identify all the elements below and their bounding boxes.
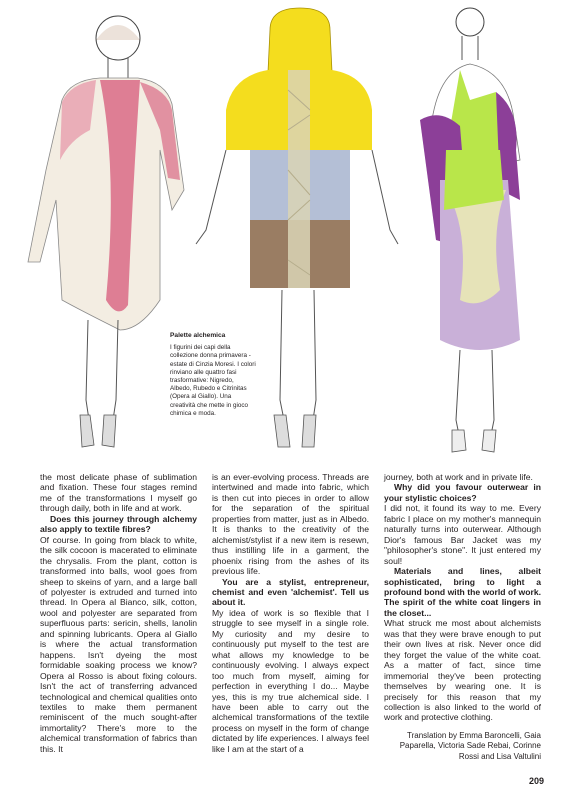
article-column-3 xyxy=(384,472,541,762)
paragraph: My idea of work is so flexible that I struggle to see myself in a single role. My curiosity and my desire to continuously put myself to the test are what allows my knowledge to be continuously evolving. I always expect too much from myself, aiming for perfection in everything I do... Maybe yes, this is my true alchemical side. I have been able to carry out the alchemical transformations of the textile process on myself in the form of change dictated by life experiences. I always feel like I am at the start of a xyxy=(212,607,369,754)
figure-lime-dress xyxy=(420,8,520,452)
page-number: 209 xyxy=(528,776,544,786)
paragraph: the most delicate phase of sublimation and fixation. These four stages remind me of the transformations I myself go through daily, both in life and at work. xyxy=(40,472,197,514)
paragraph: What struck me most about alchemists was that they were brave enough to put their own lives at risk. Never once did they forget the value of the white coat. As a matter of fact, since time immemorial they've been protecting themselves by wearing one. It is precisely for this reason that my collection is also linked to the world of work and protective clothing. xyxy=(384,618,541,723)
caption-title: Palette alchemica xyxy=(170,332,226,339)
interview-question: Why did you favour outerwear in your stylistic choices? xyxy=(384,482,541,503)
interview-question: Does this journey through alchemy also apply to textile fibres? xyxy=(40,513,197,535)
paragraph: is an ever-evolving process. Threads are intertwined and made into fabric, which is then cut into pieces in order to allow for the separation of the spiritual properties from matter, just as in Albedo. It is thanks to the creativity of the alchemist/stylist if a new item is resewn, thus instilling life in a garment, the phoenix rising from the ashes of its previous life. xyxy=(212,472,369,577)
caption-body: I figurini dei capi della collezione donna primavera - estate di Cinzia Moresi. I colori rinviano alle quattro fasi trasformative: Nigredo, Albedo, Rubedo e Citrinitas (Opera al Giallo). Una creatività che mette in gioco chimica e moda. xyxy=(170,344,256,417)
figure-pink-coat xyxy=(28,16,184,447)
paragraph: I did not, it found its way to me. Every fabric I place on my mother's mannequin naturally turns into outerwear. Although Dior's famous Bar Jacket was my "philosopher's stone". It just entered my soul! xyxy=(384,503,541,566)
image-caption xyxy=(170,332,256,418)
article-column-2 xyxy=(212,472,369,754)
paragraph: Of course. In going from black to white, the silk cocoon is macerated to eliminate the chrysalis. From the plant, cotton is transformed into balls, wool goes from sheep to skeins of yarn, and a large ball of polyester is extruded and turned into thread. In Opera al Bianco, silk, cotton, wool and polyester are separated from superfluous parts: sericin, shells, lanolin and spinning lubricants. Opera al Giallo is where the actual transformation happens. Isn't dyeing the most formidable soaking process we know? Opera al Rosso is about fixing colours. Isn't the act of transferring advanced technological and chemical qualities onto textiles to make them permanent reminiscent of the much sought-after immortality? There's more to the alchemical transformation of fabrics than this. It xyxy=(40,534,197,754)
translation-credit: Translation by Emma Baroncelli, Gaia Paparella, Victoria Sade Rebai, Corinne Rossi and Lisa Valtulini xyxy=(399,730,541,761)
article-column-1 xyxy=(40,472,197,754)
paragraph: journey, both at work and in private life. xyxy=(384,472,533,482)
interview-question: You are a stylist, entrepreneur, chemist and even 'alchemist'. Tell us about it. xyxy=(212,576,369,608)
interview-question: Materials and lines, albeit sophisticated, bring to light a profound bond with the world of work. The spirit of the white coat lingers in the closet... xyxy=(384,566,541,618)
